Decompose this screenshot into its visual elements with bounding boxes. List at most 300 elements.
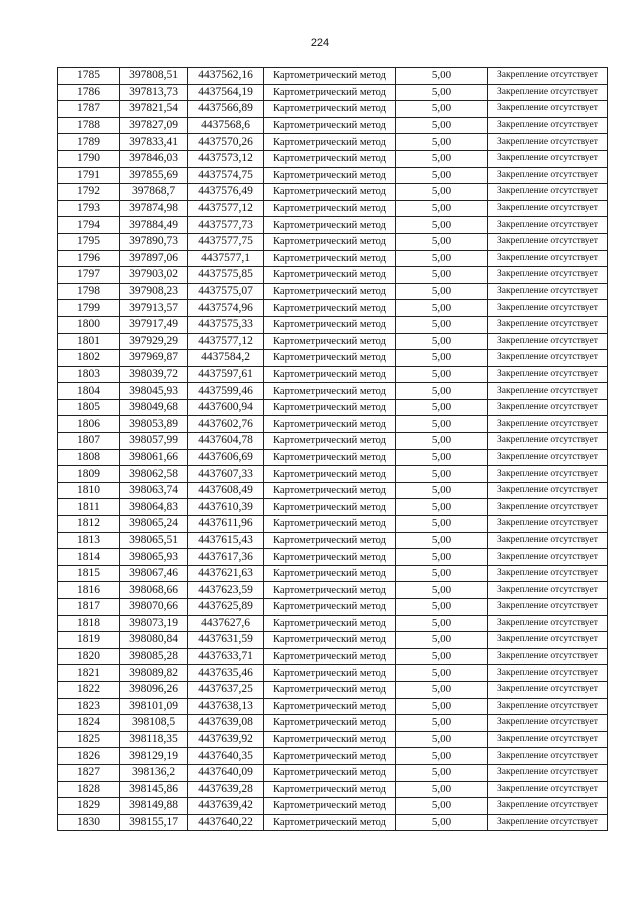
point-number-cell: 1820: [58, 648, 120, 665]
precision-cell: 5,00: [396, 516, 488, 533]
point-number-cell: 1814: [58, 549, 120, 566]
table-row: [58, 68, 608, 85]
method-cell: Картометрический метод: [264, 516, 396, 533]
x-coordinate-cell: 398108,5: [120, 715, 188, 732]
table-row: [58, 449, 608, 466]
precision-cell: 5,00: [396, 383, 488, 400]
table-row: [58, 233, 608, 250]
table-row: [58, 466, 608, 483]
point-number-cell: 1830: [58, 814, 120, 831]
table-row: [58, 167, 608, 184]
table-row: [58, 333, 608, 350]
x-coordinate-cell: 398063,74: [120, 482, 188, 499]
method-cell: Картометрический метод: [264, 68, 396, 85]
point-number-cell: 1806: [58, 416, 120, 433]
method-cell: Картометрический метод: [264, 217, 396, 234]
y-coordinate-cell: 4437602,76: [188, 416, 264, 433]
table-row: [58, 416, 608, 433]
x-coordinate-cell: 398065,51: [120, 532, 188, 549]
precision-cell: 5,00: [396, 300, 488, 317]
precision-cell: 5,00: [396, 283, 488, 300]
y-coordinate-cell: 4437574,75: [188, 167, 264, 184]
x-coordinate-cell: 398057,99: [120, 433, 188, 450]
fixing-description-cell: Закрепление отсутствует: [488, 416, 608, 433]
table-row: [58, 715, 608, 732]
fixing-description-cell: Закрепление отсутствует: [488, 781, 608, 798]
fixing-description-cell: Закрепление отсутствует: [488, 167, 608, 184]
method-cell: Картометрический метод: [264, 117, 396, 134]
precision-cell: 5,00: [396, 200, 488, 217]
x-coordinate-cell: 397890,73: [120, 233, 188, 250]
table-row: [58, 433, 608, 450]
x-coordinate-cell: 398064,83: [120, 499, 188, 516]
table-row: [58, 283, 608, 300]
precision-cell: 5,00: [396, 449, 488, 466]
table-row: [58, 134, 608, 151]
point-number-cell: 1787: [58, 101, 120, 118]
method-cell: Картометрический метод: [264, 283, 396, 300]
point-number-cell: 1823: [58, 698, 120, 715]
table-row: [58, 665, 608, 682]
method-cell: Картометрический метод: [264, 134, 396, 151]
y-coordinate-cell: 4437625,89: [188, 599, 264, 616]
table-row: [58, 184, 608, 201]
fixing-description-cell: Закрепление отсутствует: [488, 599, 608, 616]
x-coordinate-cell: 397908,23: [120, 283, 188, 300]
table-row: [58, 582, 608, 599]
method-cell: Картометрический метод: [264, 300, 396, 317]
fixing-description-cell: Закрепление отсутствует: [488, 184, 608, 201]
y-coordinate-cell: 4437577,73: [188, 217, 264, 234]
method-cell: Картометрический метод: [264, 665, 396, 682]
point-number-cell: 1788: [58, 117, 120, 134]
y-coordinate-cell: 4437564,19: [188, 84, 264, 101]
point-number-cell: 1815: [58, 565, 120, 582]
table-row: [58, 681, 608, 698]
x-coordinate-cell: 398045,93: [120, 383, 188, 400]
y-coordinate-cell: 4437568,6: [188, 117, 264, 134]
y-coordinate-cell: 4437576,49: [188, 184, 264, 201]
y-coordinate-cell: 4437570,26: [188, 134, 264, 151]
precision-cell: 5,00: [396, 333, 488, 350]
precision-cell: 5,00: [396, 416, 488, 433]
x-coordinate-cell: 398085,28: [120, 648, 188, 665]
fixing-description-cell: Закрепление отсутствует: [488, 764, 608, 781]
y-coordinate-cell: 4437637,25: [188, 681, 264, 698]
fixing-description-cell: Закрепление отсутствует: [488, 731, 608, 748]
precision-cell: 5,00: [396, 482, 488, 499]
precision-cell: 5,00: [396, 532, 488, 549]
x-coordinate-cell: 398065,24: [120, 516, 188, 533]
fixing-description-cell: Закрепление отсутствует: [488, 333, 608, 350]
point-number-cell: 1812: [58, 516, 120, 533]
y-coordinate-cell: 4437621,63: [188, 565, 264, 582]
fixing-description-cell: Закрепление отсутствует: [488, 466, 608, 483]
table-row: [58, 632, 608, 649]
y-coordinate-cell: 4437608,49: [188, 482, 264, 499]
method-cell: Картометрический метод: [264, 482, 396, 499]
point-number-cell: 1807: [58, 433, 120, 450]
fixing-description-cell: Закрепление отсутствует: [488, 715, 608, 732]
point-number-cell: 1792: [58, 184, 120, 201]
point-number-cell: 1808: [58, 449, 120, 466]
method-cell: Картометрический метод: [264, 383, 396, 400]
x-coordinate-cell: 398155,17: [120, 814, 188, 831]
table-row: [58, 300, 608, 317]
fixing-description-cell: Закрепление отсутствует: [488, 615, 608, 632]
x-coordinate-cell: 398065,93: [120, 549, 188, 566]
table-row: [58, 532, 608, 549]
table-row: [58, 250, 608, 267]
x-coordinate-cell: 397808,51: [120, 68, 188, 85]
fixing-description-cell: Закрепление отсутствует: [488, 449, 608, 466]
method-cell: Картометрический метод: [264, 648, 396, 665]
precision-cell: 5,00: [396, 748, 488, 765]
point-number-cell: 1804: [58, 383, 120, 400]
point-number-cell: 1829: [58, 798, 120, 815]
y-coordinate-cell: 4437623,59: [188, 582, 264, 599]
table-row: [58, 399, 608, 416]
fixing-description-cell: Закрепление отсутствует: [488, 582, 608, 599]
y-coordinate-cell: 4437573,12: [188, 150, 264, 167]
method-cell: Картометрический метод: [264, 748, 396, 765]
precision-cell: 5,00: [396, 665, 488, 682]
x-coordinate-cell: 398118,35: [120, 731, 188, 748]
fixing-description-cell: Закрепление отсутствует: [488, 632, 608, 649]
x-coordinate-cell: 397833,41: [120, 134, 188, 151]
x-coordinate-cell: 397897,06: [120, 250, 188, 267]
point-number-cell: 1809: [58, 466, 120, 483]
x-coordinate-cell: 398096,26: [120, 681, 188, 698]
x-coordinate-cell: 398101,09: [120, 698, 188, 715]
precision-cell: 5,00: [396, 433, 488, 450]
y-coordinate-cell: 4437577,75: [188, 233, 264, 250]
precision-cell: 5,00: [396, 399, 488, 416]
precision-cell: 5,00: [396, 366, 488, 383]
x-coordinate-cell: 398070,66: [120, 599, 188, 616]
method-cell: Картометрический метод: [264, 798, 396, 815]
precision-cell: 5,00: [396, 184, 488, 201]
point-number-cell: 1810: [58, 482, 120, 499]
table-row: [58, 350, 608, 367]
table-row: [58, 798, 608, 815]
y-coordinate-cell: 4437600,94: [188, 399, 264, 416]
precision-cell: 5,00: [396, 316, 488, 333]
method-cell: Картометрический метод: [264, 333, 396, 350]
method-cell: Картометрический метод: [264, 532, 396, 549]
y-coordinate-cell: 4437639,92: [188, 731, 264, 748]
x-coordinate-cell: 397884,49: [120, 217, 188, 234]
fixing-description-cell: Закрепление отсутствует: [488, 366, 608, 383]
point-number-cell: 1813: [58, 532, 120, 549]
precision-cell: 5,00: [396, 715, 488, 732]
table-row: [58, 814, 608, 831]
table-body: [58, 68, 608, 831]
y-coordinate-cell: 4437562,16: [188, 68, 264, 85]
method-cell: Картометрический метод: [264, 632, 396, 649]
point-number-cell: 1795: [58, 233, 120, 250]
point-number-cell: 1786: [58, 84, 120, 101]
precision-cell: 5,00: [396, 250, 488, 267]
fixing-description-cell: Закрепление отсутствует: [488, 399, 608, 416]
fixing-description-cell: Закрепление отсутствует: [488, 300, 608, 317]
x-coordinate-cell: 398061,66: [120, 449, 188, 466]
precision-cell: 5,00: [396, 167, 488, 184]
y-coordinate-cell: 4437633,71: [188, 648, 264, 665]
y-coordinate-cell: 4437638,13: [188, 698, 264, 715]
fixing-description-cell: Закрепление отсутствует: [488, 482, 608, 499]
table-row: [58, 615, 608, 632]
x-coordinate-cell: 397855,69: [120, 167, 188, 184]
fixing-description-cell: Закрепление отсутствует: [488, 499, 608, 516]
method-cell: Картометрический метод: [264, 615, 396, 632]
point-number-cell: 1801: [58, 333, 120, 350]
precision-cell: 5,00: [396, 764, 488, 781]
method-cell: Картометрический метод: [264, 416, 396, 433]
table-row: [58, 565, 608, 582]
table-row: [58, 267, 608, 284]
x-coordinate-cell: 398145,86: [120, 781, 188, 798]
precision-cell: 5,00: [396, 267, 488, 284]
x-coordinate-cell: 398080,84: [120, 632, 188, 649]
point-number-cell: 1785: [58, 68, 120, 85]
fixing-description-cell: Закрепление отсутствует: [488, 648, 608, 665]
precision-cell: 5,00: [396, 582, 488, 599]
x-coordinate-cell: 398068,66: [120, 582, 188, 599]
precision-cell: 5,00: [396, 134, 488, 151]
precision-cell: 5,00: [396, 698, 488, 715]
precision-cell: 5,00: [396, 599, 488, 616]
y-coordinate-cell: 4437574,96: [188, 300, 264, 317]
x-coordinate-cell: 397903,02: [120, 267, 188, 284]
fixing-description-cell: Закрепление отсутствует: [488, 350, 608, 367]
precision-cell: 5,00: [396, 499, 488, 516]
precision-cell: 5,00: [396, 731, 488, 748]
point-number-cell: 1817: [58, 599, 120, 616]
fixing-description-cell: Закрепление отсутствует: [488, 565, 608, 582]
point-number-cell: 1799: [58, 300, 120, 317]
y-coordinate-cell: 4437640,35: [188, 748, 264, 765]
y-coordinate-cell: 4437575,85: [188, 267, 264, 284]
x-coordinate-cell: 398129,19: [120, 748, 188, 765]
point-number-cell: 1824: [58, 715, 120, 732]
precision-cell: 5,00: [396, 549, 488, 566]
point-number-cell: 1800: [58, 316, 120, 333]
method-cell: Картометрический метод: [264, 731, 396, 748]
method-cell: Картометрический метод: [264, 549, 396, 566]
precision-cell: 5,00: [396, 68, 488, 85]
y-coordinate-cell: 4437611,96: [188, 516, 264, 533]
x-coordinate-cell: 397846,03: [120, 150, 188, 167]
y-coordinate-cell: 4437639,42: [188, 798, 264, 815]
x-coordinate-cell: 397813,73: [120, 84, 188, 101]
x-coordinate-cell: 397969,87: [120, 350, 188, 367]
method-cell: Картометрический метод: [264, 350, 396, 367]
x-coordinate-cell: 398053,89: [120, 416, 188, 433]
fixing-description-cell: Закрепление отсутствует: [488, 748, 608, 765]
x-coordinate-cell: 398136,2: [120, 764, 188, 781]
table-row: [58, 599, 608, 616]
x-coordinate-cell: 398039,72: [120, 366, 188, 383]
fixing-description-cell: Закрепление отсутствует: [488, 665, 608, 682]
precision-cell: 5,00: [396, 798, 488, 815]
fixing-description-cell: Закрепление отсутствует: [488, 814, 608, 831]
fixing-description-cell: Закрепление отсутствует: [488, 117, 608, 134]
y-coordinate-cell: 4437577,1: [188, 250, 264, 267]
method-cell: Картометрический метод: [264, 150, 396, 167]
y-coordinate-cell: 4437610,39: [188, 499, 264, 516]
fixing-description-cell: Закрепление отсутствует: [488, 267, 608, 284]
point-number-cell: 1793: [58, 200, 120, 217]
table-row: [58, 516, 608, 533]
method-cell: Картометрический метод: [264, 316, 396, 333]
x-coordinate-cell: 397874,98: [120, 200, 188, 217]
method-cell: Картометрический метод: [264, 681, 396, 698]
point-number-cell: 1794: [58, 217, 120, 234]
fixing-description-cell: Закрепление отсутствует: [488, 84, 608, 101]
precision-cell: 5,00: [396, 350, 488, 367]
point-number-cell: 1816: [58, 582, 120, 599]
precision-cell: 5,00: [396, 814, 488, 831]
table-row: [58, 117, 608, 134]
fixing-description-cell: Закрепление отсутствует: [488, 681, 608, 698]
method-cell: Картометрический метод: [264, 582, 396, 599]
precision-cell: 5,00: [396, 615, 488, 632]
precision-cell: 5,00: [396, 648, 488, 665]
method-cell: Картометрический метод: [264, 466, 396, 483]
method-cell: Картометрический метод: [264, 499, 396, 516]
point-number-cell: 1825: [58, 731, 120, 748]
y-coordinate-cell: 4437615,43: [188, 532, 264, 549]
fixing-description-cell: Закрепление отсутствует: [488, 549, 608, 566]
fixing-description-cell: Закрепление отсутствует: [488, 532, 608, 549]
y-coordinate-cell: 4437606,69: [188, 449, 264, 466]
fixing-description-cell: Закрепление отсутствует: [488, 200, 608, 217]
table-row: [58, 200, 608, 217]
fixing-description-cell: Закрепление отсутствует: [488, 68, 608, 85]
fixing-description-cell: Закрепление отсутствует: [488, 798, 608, 815]
x-coordinate-cell: 397868,7: [120, 184, 188, 201]
y-coordinate-cell: 4437599,46: [188, 383, 264, 400]
fixing-description-cell: Закрепление отсутствует: [488, 516, 608, 533]
point-number-cell: 1803: [58, 366, 120, 383]
y-coordinate-cell: 4437584,2: [188, 350, 264, 367]
point-number-cell: 1822: [58, 681, 120, 698]
point-number-cell: 1827: [58, 764, 120, 781]
table-row: [58, 781, 608, 798]
point-number-cell: 1805: [58, 399, 120, 416]
method-cell: Картометрический метод: [264, 366, 396, 383]
precision-cell: 5,00: [396, 217, 488, 234]
y-coordinate-cell: 4437640,22: [188, 814, 264, 831]
point-number-cell: 1790: [58, 150, 120, 167]
y-coordinate-cell: 4437607,33: [188, 466, 264, 483]
table-row: [58, 101, 608, 118]
precision-cell: 5,00: [396, 632, 488, 649]
table-row: [58, 482, 608, 499]
x-coordinate-cell: 397827,09: [120, 117, 188, 134]
method-cell: Картометрический метод: [264, 233, 396, 250]
fixing-description-cell: Закрепление отсутствует: [488, 283, 608, 300]
y-coordinate-cell: 4437577,12: [188, 333, 264, 350]
y-coordinate-cell: 4437631,59: [188, 632, 264, 649]
y-coordinate-cell: 4437575,33: [188, 316, 264, 333]
fixing-description-cell: Закрепление отсутствует: [488, 383, 608, 400]
method-cell: Картометрический метод: [264, 599, 396, 616]
x-coordinate-cell: 398149,88: [120, 798, 188, 815]
precision-cell: 5,00: [396, 84, 488, 101]
point-number-cell: 1818: [58, 615, 120, 632]
precision-cell: 5,00: [396, 781, 488, 798]
method-cell: Картометрический метод: [264, 433, 396, 450]
fixing-description-cell: Закрепление отсутствует: [488, 250, 608, 267]
precision-cell: 5,00: [396, 466, 488, 483]
x-coordinate-cell: 398073,19: [120, 615, 188, 632]
method-cell: Картометрический метод: [264, 715, 396, 732]
fixing-description-cell: Закрепление отсутствует: [488, 316, 608, 333]
method-cell: Картометрический метод: [264, 200, 396, 217]
method-cell: Картометрический метод: [264, 781, 396, 798]
point-number-cell: 1819: [58, 632, 120, 649]
point-number-cell: 1796: [58, 250, 120, 267]
x-coordinate-cell: 397913,57: [120, 300, 188, 317]
y-coordinate-cell: 4437617,36: [188, 549, 264, 566]
table-row: [58, 383, 608, 400]
table-row: [58, 150, 608, 167]
y-coordinate-cell: 4437566,89: [188, 101, 264, 118]
method-cell: Картометрический метод: [264, 184, 396, 201]
x-coordinate-cell: 397929,29: [120, 333, 188, 350]
point-number-cell: 1802: [58, 350, 120, 367]
point-number-cell: 1821: [58, 665, 120, 682]
fixing-description-cell: Закрепление отсутствует: [488, 698, 608, 715]
fixing-description-cell: Закрепление отсутствует: [488, 433, 608, 450]
table-row: [58, 748, 608, 765]
method-cell: Картометрический метод: [264, 84, 396, 101]
y-coordinate-cell: 4437597,61: [188, 366, 264, 383]
point-number-cell: 1811: [58, 499, 120, 516]
fixing-description-cell: Закрепление отсутствует: [488, 134, 608, 151]
x-coordinate-cell: 398062,58: [120, 466, 188, 483]
fixing-description-cell: Закрепление отсутствует: [488, 150, 608, 167]
method-cell: Картометрический метод: [264, 250, 396, 267]
y-coordinate-cell: 4437640,09: [188, 764, 264, 781]
x-coordinate-cell: 397821,54: [120, 101, 188, 118]
y-coordinate-cell: 4437604,78: [188, 433, 264, 450]
method-cell: Картометрический метод: [264, 814, 396, 831]
y-coordinate-cell: 4437635,46: [188, 665, 264, 682]
x-coordinate-cell: 397917,49: [120, 316, 188, 333]
precision-cell: 5,00: [396, 150, 488, 167]
table-row: [58, 698, 608, 715]
table-row: [58, 764, 608, 781]
fixing-description-cell: Закрепление отсутствует: [488, 101, 608, 118]
point-number-cell: 1791: [58, 167, 120, 184]
x-coordinate-cell: 398049,68: [120, 399, 188, 416]
method-cell: Картометрический метод: [264, 167, 396, 184]
x-coordinate-cell: 398089,82: [120, 665, 188, 682]
point-number-cell: 1789: [58, 134, 120, 151]
table-row: [58, 366, 608, 383]
method-cell: Картометрический метод: [264, 698, 396, 715]
method-cell: Картометрический метод: [264, 267, 396, 284]
method-cell: Картометрический метод: [264, 565, 396, 582]
table-row: [58, 84, 608, 101]
precision-cell: 5,00: [396, 233, 488, 250]
table-row: [58, 731, 608, 748]
page-number: 224: [310, 37, 330, 49]
point-number-cell: 1826: [58, 748, 120, 765]
